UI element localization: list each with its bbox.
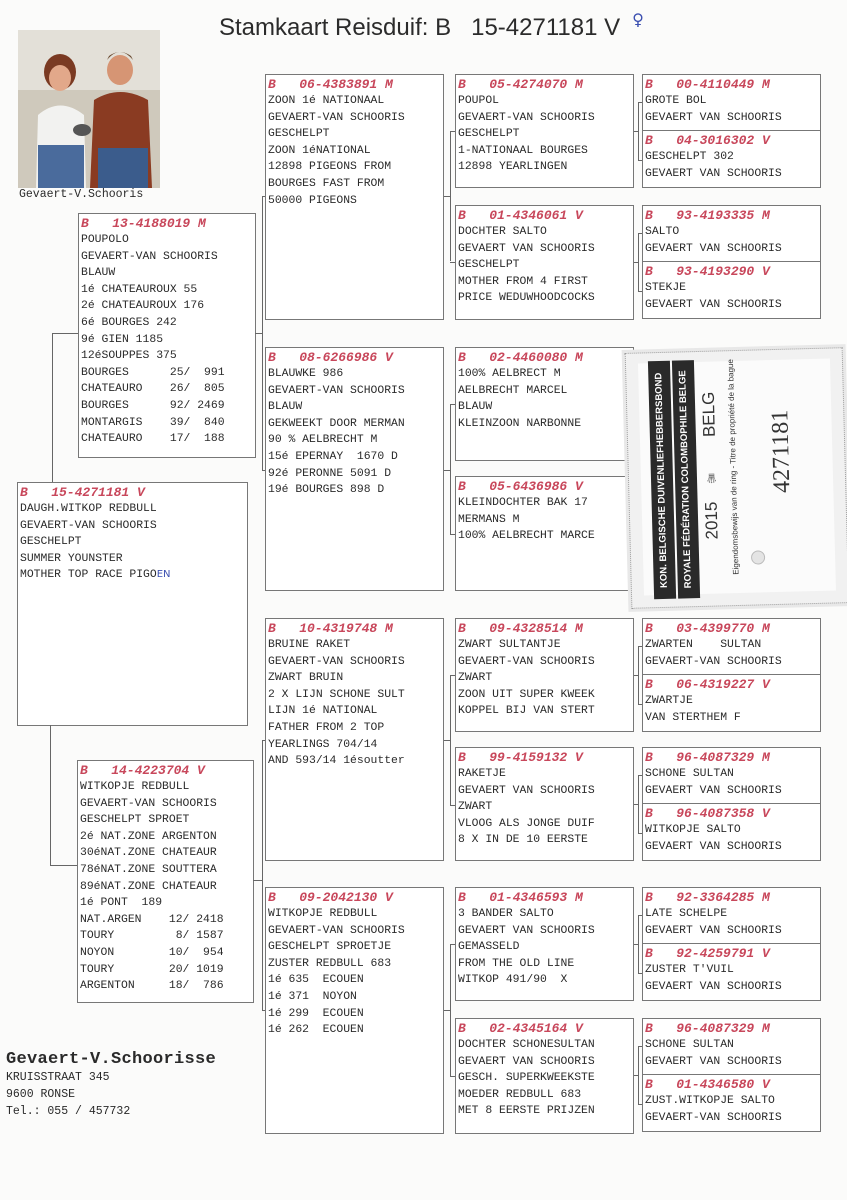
pigeon-info-line: 2 X LIJN SCHONE SULT (268, 688, 405, 701)
ring-number: B 92-4259791 V (645, 946, 770, 961)
page-title: Stamkaart Reisduif: B 15-4271181 V (219, 14, 621, 41)
pedigree-connector-line (638, 233, 639, 291)
pigeon-info-line: GEVAERT-VAN SCHOORIS (268, 655, 405, 668)
pigeon-card-gen4-1 (455, 205, 634, 320)
pigeon-info-line: 12éSOUPPES 375 (81, 350, 177, 363)
ring-number: B 14-4223704 V (80, 763, 205, 778)
pigeon-info-line: AND 593/14 1ésoutter (268, 755, 405, 768)
pigeon-card-subject (17, 482, 248, 726)
pigeon-info-line: MERMANS M (458, 513, 520, 526)
pigeon-info-line: GROTE BOL (645, 95, 707, 107)
pigeon-info-line: ZWARTEN SULTAN (645, 639, 762, 651)
pigeon-info-line: DOCHTER SCHONESULTAN (458, 1039, 595, 1051)
ring-number: B 15-4271181 V (20, 485, 145, 500)
pigeon-info-line: ARGENTON 18/ 786 (80, 980, 224, 993)
federation-fr-band: ROYALE FÉDÉRATION COLOMBOPHILE BELGE (672, 360, 700, 598)
pigeon-info-line: 1é 371 NOYON (268, 990, 357, 1003)
pigeon-info-line: ZWART BRUIN (268, 672, 344, 685)
pedigree-connector-line (638, 102, 639, 160)
pigeon-info-line: GEVAERT VAN SCHOORIS (645, 298, 782, 311)
pigeon-info-line: ZOON UIT SUPER KWEEK (458, 688, 595, 701)
pigeon-info-line: NAT.ARGEN 12/ 2418 (80, 913, 224, 926)
pigeon-info-line: ZWART (458, 672, 493, 685)
pigeon-info-line: TOURY 20/ 1019 (80, 963, 224, 976)
ring-number: B 01-4346061 V (458, 208, 583, 223)
pigeon-info-line: 100% AELBRECHT MARCE (458, 530, 595, 543)
ring-number: B 00-4110449 M (645, 77, 770, 92)
breeders-photo-image (18, 30, 160, 188)
pedigree-connector-line (52, 333, 78, 334)
pigeon-card-gen3-0 (265, 74, 444, 320)
pigeon-card-gen4-7 (455, 1018, 634, 1134)
ring-number: B 92-3364285 M (645, 890, 770, 905)
pedigree-connector-line (638, 291, 642, 292)
ring-number: B 01-4346580 V (645, 1077, 770, 1092)
ring-number: B 99-4159132 V (458, 750, 583, 765)
pigeon-info-line: 2é CHATEAUROUX 176 (81, 300, 205, 313)
pedigree-connector-line (638, 646, 639, 704)
pigeon-info-line: 89éNAT.ZONE CHATEAUR (80, 880, 217, 893)
pigeon-card-gen4-3 (455, 476, 634, 591)
pigeon-info-line: 12898 PIGEONS FROM (268, 161, 392, 174)
title-bar (219, 10, 644, 42)
pedigree-connector-line (638, 102, 642, 103)
pigeon-info-line: 8 X IN DE 10 EERSTE (458, 834, 588, 847)
pigeon-card-gen5-8 (642, 887, 821, 944)
pigeon-info-line: GEVAERT-VAN SCHOORIS (458, 111, 595, 124)
pigeon-card-dam (77, 760, 254, 1003)
breeder-photo (18, 30, 160, 188)
pigeon-info-line: SUMMER YOUNSTER (20, 552, 123, 565)
ring-number: B 05-6436986 V (458, 479, 583, 494)
pigeon-card-gen5-5 (642, 674, 821, 732)
pigeon-info-line: GEVAERT-VAN SCHOORIS (20, 519, 157, 532)
pigeon-info-line: 1é PONT 189 (80, 897, 163, 910)
pedigree-connector-line (638, 915, 642, 916)
pigeon-info-line: ZWARTJE (645, 695, 693, 707)
pedigree-connector-line (262, 470, 265, 471)
ring-number: 4271181 (767, 409, 796, 494)
pigeon-info-line: GEVAERT-VAN SCHOORIS (80, 797, 217, 810)
pigeon-info-line: GESCH. SUPERKWEEKSTE (458, 1072, 595, 1085)
pedigree-connector-line (450, 262, 455, 263)
pigeon-info-line: POUPOL (458, 95, 500, 107)
pigeon-info-line: ZUST.WITKOPJE SALTO (645, 1095, 775, 1107)
pigeon-info-line: FROM THE OLD LINE (458, 957, 575, 970)
pigeon-card-gen3-3 (265, 887, 444, 1134)
pigeon-info-line: 9é GIEN 1185 (81, 333, 164, 346)
pigeon-info-line: MONTARGIS 39/ 840 (81, 416, 225, 429)
pigeon-info-line: 78éNAT.ZONE SOUTTERA (80, 863, 217, 876)
pedigree-connector-line (450, 944, 455, 945)
pigeon-info-line: LIJN 1é NATIONAL (268, 705, 378, 718)
ring-number: B 02-4345164 V (458, 1021, 583, 1036)
pedigree-connector-line (253, 880, 262, 881)
pedigree-connector-line (638, 704, 642, 705)
pigeon-info-line: GEVAERT VAN SCHOORIS (645, 980, 782, 993)
pedigree-connector-line (450, 805, 455, 806)
ring-number: B 06-4319227 V (645, 677, 770, 692)
pigeon-info-line: 1é 262 ECOUEN (268, 1024, 364, 1037)
pigeon-info-line: BLAUW (458, 401, 493, 414)
pigeon-info-line: GEVAERT VAN SCHOORIS (645, 840, 782, 853)
ring-year: 2015 (701, 501, 722, 540)
pigeon-info-line: 12898 YEARLINGEN (458, 161, 568, 174)
ring-number: B 06-4383891 M (268, 77, 393, 92)
pedigree-connector-line (450, 404, 455, 405)
pigeon-info-line: DAUGH.WITKOP REDBULL (20, 503, 157, 515)
pigeon-info-line: GEMASSELD (458, 941, 520, 954)
pigeon-info-line: GEVAERT-VAN SCHOORIS (268, 111, 405, 124)
ring-number: B 96-4087329 M (645, 750, 770, 765)
ring-card-note: Eigendomsbewijs van de ring - Titre de propriété de la bague (725, 359, 741, 575)
pigeon-info-line: BLAUW (81, 267, 116, 280)
pigeon-info-line: GEVAERT-VAN SCHOORIS (645, 655, 782, 668)
ring-number: B 05-4274070 M (458, 77, 583, 92)
pigeon-info-line: KOPPEL BIJ VAN STERT (458, 705, 595, 718)
pigeon-info-line: ZUSTER REDBULL 683 (268, 957, 392, 970)
ring-number: B 93-4193290 V (645, 264, 770, 279)
pigeon-info-line: 1-NATIONAAL BOURGES (458, 144, 588, 157)
owner-street: KRUISSTRAAT 345 (6, 1071, 110, 1084)
pigeon-card-gen5-6 (642, 747, 821, 804)
pigeon-info-line: WITKOPJE SALTO (645, 824, 741, 836)
pedigree-connector-line (638, 833, 642, 834)
pigeon-info-line: TOURY 8/ 1587 (80, 930, 224, 943)
pigeon-info-line: DOCHTER SALTO (458, 226, 547, 238)
pedigree-connector-line (450, 944, 451, 1076)
pedigree-connector-line (638, 973, 642, 974)
pedigree-connector-line (638, 1104, 642, 1105)
pigeon-info-line: 2é NAT.ZONE ARGENTON (80, 830, 217, 843)
pigeon-info-line: BLAUW (268, 401, 303, 414)
pigeon-info-line: GESCHELPT SPROETJE (268, 941, 392, 954)
pedigree-connector-line (638, 1046, 639, 1104)
female-symbol-icon: ♀ (632, 10, 644, 29)
pigeon-info-line: GEVAERT VAN SCHOORIS (645, 242, 782, 255)
ring-number: B 93-4193335 M (645, 208, 770, 223)
pigeon-card-sire (78, 213, 256, 458)
ring-number: B 96-4087358 V (645, 806, 770, 821)
pigeon-info-line: CHATEAURO 17/ 188 (81, 433, 225, 446)
pigeon-info-line: GESCHELPT (268, 128, 330, 141)
pigeon-info-line: 1é 299 ECOUEN (268, 1007, 364, 1020)
pigeon-info-line: 6é BOURGES 242 (81, 316, 177, 329)
pigeon-info-line: POUPOLO (81, 234, 129, 246)
pigeon-info-line: FATHER FROM 2 TOP (268, 721, 385, 734)
pedigree-connector-line (638, 233, 642, 234)
pedigree-connector-line (638, 775, 642, 776)
pigeon-info-line: 15é EPERNAY 1670 D (268, 450, 398, 463)
pedigree-connector-line (255, 333, 262, 334)
pigeon-info-line: 100% AELBRECT M (458, 368, 561, 380)
pigeon-info-line: ZUSTER T'VUIL (645, 964, 734, 976)
pigeon-info-line: PRICE WEDUWHOODCOCKS (458, 292, 595, 305)
pedigree-connector-line (50, 725, 51, 865)
pedigree-connector-line (50, 865, 77, 866)
pigeon-info-line: ZOON 1éNATIONAL (268, 144, 371, 157)
pigeon-info-line: GESCHELPT (458, 128, 520, 141)
pigeon-info-line: GEVAERT-VAN SCHOORIS (645, 1111, 782, 1124)
pigeon-info-line: GEVAERT VAN SCHOORIS (645, 784, 782, 797)
owner-city: 9600 RONSE (6, 1088, 76, 1101)
pigeon-info-line: GEVAERT VAN SCHOORIS (645, 111, 782, 124)
pigeon-info-line: GEVAERT VAN SCHOORIS (458, 242, 595, 255)
pigeon-info-line: WITKOPJE REDBULL (268, 908, 378, 920)
pigeon-info-line: MOTHER TOP RACE PIGO (20, 569, 157, 582)
owner-address-block (6, 1050, 216, 1120)
pigeon-info-line: SALTO (645, 226, 680, 238)
pigeon-info-line: GEVAERT VAN SCHOORIS (458, 1055, 595, 1068)
pigeon-info-line: NOYON 10/ 954 (80, 946, 224, 959)
pedigree-connector-line (450, 404, 451, 534)
pigeon-info-line: 50000 PIGEONS (268, 194, 357, 207)
pedigree-connector-line (262, 1010, 265, 1011)
pigeon-info-line: CHATEAURO 26/ 805 (81, 383, 225, 396)
ring-number: B 13-4188019 M (81, 216, 206, 231)
pigeon-info-line (20, 567, 247, 584)
pigeon-card-gen5-3 (642, 261, 821, 319)
pigeon-info-line: 90 % AELBRECHT M (268, 434, 378, 447)
pigeon-info-line: BOURGES FAST FROM (268, 177, 385, 190)
pedigree-connector-line (450, 675, 451, 805)
pigeon-info-line: GEVAERT-VAN SCHOORIS (81, 250, 218, 263)
pigeon-info-line: LATE SCHELPE (645, 908, 728, 920)
pigeon-card-gen4-5 (455, 747, 634, 861)
pigeon-info-line: MOTHER FROM 4 FIRST (458, 275, 588, 288)
pigeon-info-line: ZOON 1é NATIONAAL (268, 95, 385, 107)
pedigree-connector-line (52, 333, 53, 482)
pigeon-info-line: ZWART SULTANTJE (458, 639, 561, 651)
pigeon-info-line: BOURGES 92/ 2469 (81, 399, 225, 412)
pedigree-connector-line (638, 646, 642, 647)
pigeon-card-gen4-0 (455, 74, 634, 188)
ring-number: B 01-4346593 M (458, 890, 583, 905)
pigeon-card-gen5-9 (642, 943, 821, 1001)
pigeon-info-line: BOURGES 25/ 991 (81, 366, 225, 379)
ring-number: B 03-4399770 M (645, 621, 770, 636)
pigeon-card-gen5-1 (642, 130, 821, 188)
pigeon-info-line: GESCHELPT (20, 536, 82, 549)
pigeon-info-line: GEVAERT-VAN SCHOORIS (268, 924, 405, 937)
pigeon-info-line: BRUINE RAKET (268, 639, 351, 651)
ring-number: B 96-4087329 M (645, 1021, 770, 1036)
pigeon-info-line: GEVAERT VAN SCHOORIS (645, 924, 782, 937)
pigeon-info-line: GEVAERT-VAN SCHOORIS (458, 655, 595, 668)
pigeon-info-line: STEKJE (645, 282, 687, 294)
pigeon-card-gen4-2 (455, 347, 634, 461)
pigeon-info-line: RAKETJE (458, 768, 506, 780)
pigeon-info-line: SCHONE SULTAN (645, 1039, 734, 1051)
pigeon-info-line: GEVAERT VAN SCHOORIS (458, 784, 595, 797)
pigeon-card-gen5-4 (642, 618, 821, 675)
ring-certificate-card (625, 347, 847, 609)
pigeon-info-line: GESCHELPT SPROET (80, 814, 190, 827)
pigeon-info-line: MET 8 EERSTE PRIJZEN (458, 1105, 595, 1118)
pigeon-info-line: BLAUWKE 986 (268, 368, 344, 380)
pigeon-info-line: AELBRECHT MARCEL (458, 384, 568, 397)
pedigree-connector-line (450, 131, 451, 261)
pigeon-info-line: KLEINZOON NARBONNE (458, 417, 582, 430)
pigeon-info-line: ZWART (458, 801, 493, 814)
pigeon-info-line: WITKOPJE REDBULL (80, 781, 190, 793)
pigeon-info-line: GEVAERT VAN SCHOORIS (645, 1055, 782, 1068)
pigeon-info-line: KLEINDOCHTER BAK 17 (458, 497, 588, 509)
pigeon-info-line: 1é 635 ECOUEN (268, 974, 364, 987)
pigeon-info-line: WITKOP 491/90 X (458, 974, 568, 987)
pigeon-info-line: VAN STERTHEM F (645, 711, 741, 724)
pedigree-connector-line (262, 196, 263, 470)
ring-number: B 10-4319748 M (268, 621, 393, 636)
pigeon-card-gen4-4 (455, 618, 634, 732)
pigeon-info-line: 19é BOURGES 898 D (268, 484, 385, 497)
pigeon-info-line: YEARLINGS 704/14 (268, 738, 378, 751)
pigeon-info-line: 1é CHATEAUROUX 55 (81, 283, 198, 296)
owner-phone: Tel.: 055 / 457732 (6, 1105, 131, 1118)
pigeon-card-gen3-2 (265, 618, 444, 861)
pigeon-info-line: MOEDER REDBULL 683 (458, 1088, 582, 1101)
ring-country: BELG (698, 391, 719, 438)
pedigree-connector-line (262, 740, 263, 1010)
pigeon-card-gen5-10 (642, 1018, 821, 1075)
pigeon-card-gen5-0 (642, 74, 821, 131)
pigeon-info-line: SCHONE SULTAN (645, 768, 734, 780)
pigeon-card-gen5-11 (642, 1074, 821, 1132)
pigeon-info-line: GEKWEEKT DOOR MERMAN (268, 417, 405, 430)
pedigree-connector-line (450, 1076, 455, 1077)
pigeon-info-line: VLOOG ALS JONGE DUIF (458, 817, 595, 830)
ring-number: B 09-4328514 M (458, 621, 583, 636)
pigeon-card-gen5-2 (642, 205, 821, 262)
pedigree-connector-line (638, 1046, 642, 1047)
pigeon-info-line: 92é PERONNE 5091 D (268, 467, 392, 480)
ring-number: B 09-2042130 V (268, 890, 393, 905)
pedigree-connector-line (638, 915, 639, 973)
pigeon-info-line: GEVAERT VAN SCHOORIS (458, 924, 595, 937)
pigeon-info-line: 30éNAT.ZONE CHATEAUR (80, 847, 217, 860)
pedigree-connector-line (638, 160, 642, 161)
pedigree-connector-line (262, 196, 265, 197)
pigeon-info-line: GESCHELPT 302 (645, 151, 734, 163)
pigeon-card-gen4-6 (455, 887, 634, 1001)
pedigree-connector-line (262, 740, 265, 741)
ring-number: B 04-3016302 V (645, 133, 770, 148)
pigeon-info-line: GESCHELPT (458, 259, 520, 272)
handwritten-correction: EN (156, 569, 171, 581)
photo-caption: Gevaert-V.Schooris (19, 188, 144, 201)
pedigree-connector-line (450, 675, 455, 676)
pigeon-info-line: GEVAERT VAN SCHOORIS (645, 167, 782, 180)
pigeon-card-gen3-1 (265, 347, 444, 591)
pedigree-connector-line (450, 534, 455, 535)
pigeon-info-line: GEVAERT-VAN SCHOORIS (268, 384, 405, 397)
crown-icon: ♛ (702, 469, 719, 485)
pedigree-connector-line (638, 775, 639, 833)
pigeon-card-gen5-7 (642, 803, 821, 861)
pedigree-connector-line (450, 131, 455, 132)
owner-name: Gevaert-V.Schoorisse (6, 1050, 217, 1069)
ring-number: B 02-4460080 M (458, 350, 583, 365)
federation-nl-band: KON. BELGISCHE DUIVENLIEFHEBBERSBOND (648, 361, 676, 599)
ring-number: B 08-6266986 V (268, 350, 393, 365)
pigeon-info-line: 3 BANDER SALTO (458, 908, 554, 920)
